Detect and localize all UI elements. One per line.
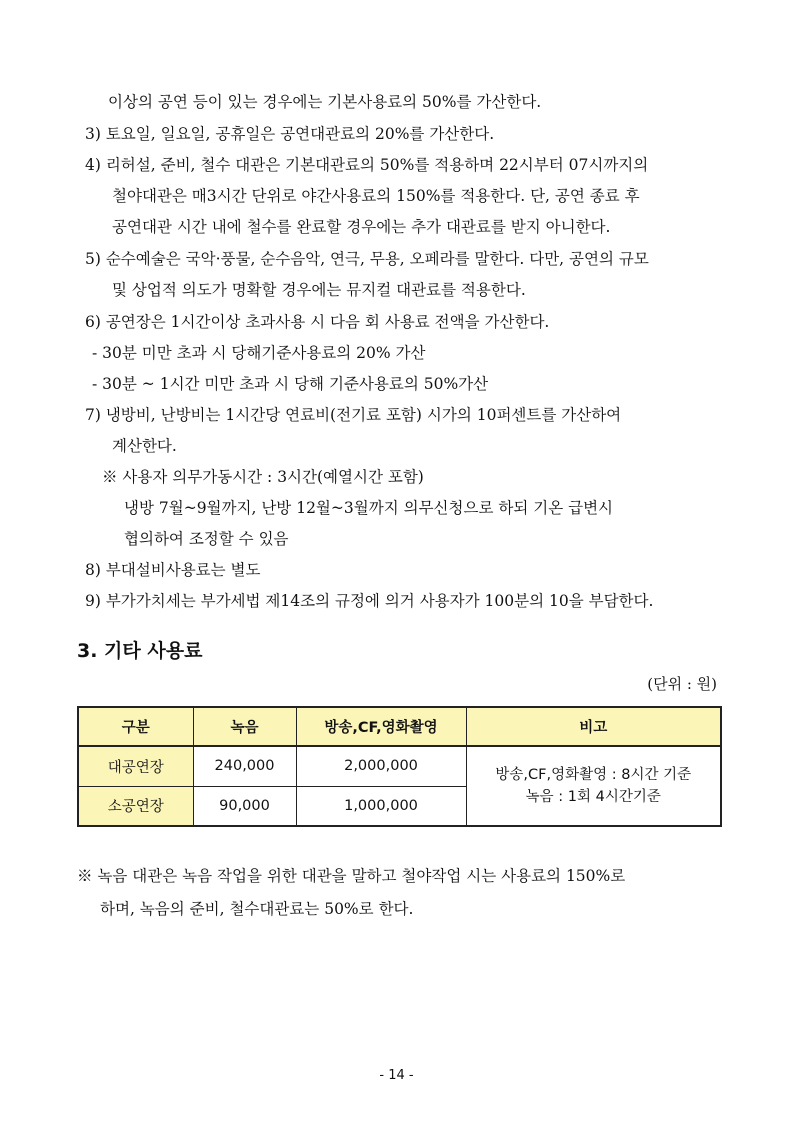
- body-line: 8) 부대설비사용료는 별도: [85, 561, 261, 579]
- body-line: 이상의 공연 등이 있는 경우에는 기본사용료의 50%를 가산한다.: [108, 93, 542, 111]
- body-line: - 30분 ~ 1시간 미만 초과 시 당해 기준사용료의 50%가산: [92, 375, 489, 393]
- remarks-line: 녹음 : 1회 4시간기준: [525, 789, 661, 805]
- fee-table: [77, 706, 722, 827]
- footnote-line: 하며, 녹음의 준비, 철수대관료는 50%로 한다.: [100, 900, 414, 918]
- broadcast-fee-cell: 1,000,000: [296, 786, 466, 826]
- section-title: 3. 기타 사용료: [77, 640, 203, 662]
- body-line: 냉방 7월~9월까지, 난방 12월~3월까지 의무신청으로 하되 기온 급변시: [124, 499, 614, 517]
- column-header: 비고: [466, 707, 721, 746]
- recording-fee-cell: 240,000: [193, 746, 296, 786]
- body-line: 및 상업적 의도가 명확할 경우에는 뮤지컬 대관료를 적용한다.: [112, 281, 526, 299]
- body-line: 4) 리허설, 준비, 철수 대관은 기본대관료의 50%를 적용하며 22시부터 07시까지의: [85, 156, 649, 174]
- table-header-row: [78, 707, 721, 746]
- body-line: 협의하여 조정할 수 있음: [124, 530, 289, 548]
- footnote-line: ※ 녹음 대관은 녹음 작업을 위한 대관을 말하고 철야작업 시는 사용료의 150%로: [77, 867, 626, 885]
- broadcast-fee-cell: 2,000,000: [296, 746, 466, 786]
- body-line: - 30분 미만 초과 시 당해기준사용료의 20% 가산: [92, 344, 426, 362]
- body-line: 5) 순수예술은 국악·풍물, 순수음악, 연극, 무용, 오페라를 말한다. 다만, 공연의 규모: [85, 250, 649, 268]
- body-line: 철야대관은 매3시간 단위로 야간사용료의 150%를 적용한다. 단, 공연 종료 후: [112, 187, 640, 205]
- column-header: 방송,CF,영화촬영: [296, 707, 466, 746]
- remarks-cell: [466, 746, 721, 826]
- remarks-line: 방송,CF,영화촬영 : 8시간 기준: [495, 767, 692, 783]
- row-label: 대공연장: [78, 746, 193, 786]
- body-line: 7) 냉방비, 난방비는 1시간당 연료비(전기료 포함) 시가의 10퍼센트를 가산하여: [85, 406, 622, 424]
- column-header: 구분: [78, 707, 193, 746]
- row-label: 소공연장: [78, 786, 193, 826]
- body-line: 3) 토요일, 일요일, 공휴일은 공연대관료의 20%를 가산한다.: [85, 125, 495, 143]
- table-row: [78, 746, 721, 786]
- column-header: 녹음: [193, 707, 296, 746]
- page-number: - 14 -: [379, 1068, 414, 1083]
- body-line: 계산한다.: [112, 437, 177, 455]
- body-line: ※ 사용자 의무가동시간 : 3시간(예열시간 포함): [102, 468, 424, 486]
- unit-label: (단위 : 원): [647, 675, 717, 693]
- body-line: 공연대관 시간 내에 철수를 완료할 경우에는 추가 대관료를 받지 아니한다.: [112, 218, 611, 236]
- recording-fee-cell: 90,000: [193, 786, 296, 826]
- body-line: 6) 공연장은 1시간이상 초과사용 시 다음 회 사용료 전액을 가산한다.: [85, 313, 550, 331]
- body-line: 9) 부가가치세는 부가세법 제14조의 규정에 의거 사용자가 100분의 10을 부담한다.: [85, 592, 654, 610]
